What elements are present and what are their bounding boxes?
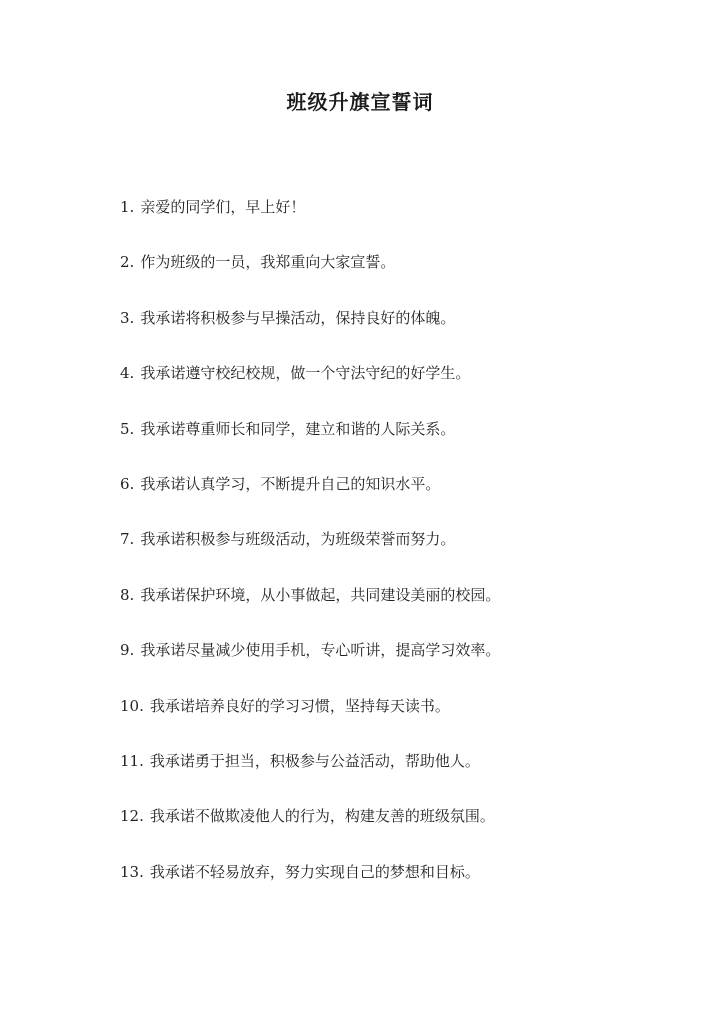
pledge-item bbox=[120, 528, 680, 583]
pledge-number: 13. bbox=[120, 862, 144, 881]
pledge-text: 作为班级的一员，我郑重向大家宣誓。 bbox=[140, 253, 396, 272]
pledge-text: 我承诺保护环境，从小事做起，共同建设美丽的校园。 bbox=[140, 585, 501, 604]
document-title: 班级升旗宣誓词 bbox=[286, 90, 434, 114]
pledge-text: 我承诺遵守校纪校规，做一个守法守纪的好学生。 bbox=[140, 364, 471, 383]
pledge-item bbox=[120, 418, 680, 473]
pledge-number: 11. bbox=[120, 751, 144, 770]
pledge-item bbox=[120, 362, 680, 417]
pledge-text: 我承诺培养良好的学习习惯，坚持每天读书。 bbox=[149, 696, 450, 715]
pledge-item bbox=[120, 196, 680, 251]
pledge-item bbox=[120, 750, 680, 805]
pledge-number: 6. bbox=[120, 474, 135, 493]
pledge-number: 4. bbox=[120, 364, 135, 383]
pledge-text: 我承诺将积极参与早操活动，保持良好的体魄。 bbox=[140, 308, 456, 327]
pledge-text: 我承诺尽量减少使用手机，专心听讲，提高学习效率。 bbox=[140, 641, 501, 660]
pledge-text: 我承诺积极参与班级活动，为班级荣誉而努力。 bbox=[140, 530, 456, 549]
pledge-number: 12. bbox=[120, 807, 144, 826]
pledge-item bbox=[120, 805, 680, 860]
pledge-item bbox=[120, 473, 680, 528]
pledge-item bbox=[120, 695, 680, 750]
pledge-text: 我承诺认真学习，不断提升自己的知识水平。 bbox=[140, 474, 441, 493]
pledge-number: 5. bbox=[120, 419, 135, 438]
pledge-item bbox=[120, 251, 680, 306]
pledge-number: 9. bbox=[120, 641, 135, 660]
pledge-text: 我承诺尊重师长和同学，建立和谐的人际关系。 bbox=[140, 419, 456, 438]
pledge-item bbox=[120, 307, 680, 362]
pledge-number: 3. bbox=[120, 308, 135, 327]
pledge-item bbox=[120, 639, 680, 694]
pledge-item bbox=[120, 584, 680, 639]
pledge-text: 我承诺勇于担当，积极参与公益活动，帮助他人。 bbox=[149, 751, 480, 770]
pledge-number: 2. bbox=[120, 253, 135, 272]
pledge-text: 我承诺不做欺凌他人的行为，构建友善的班级氛围。 bbox=[149, 807, 495, 826]
pledge-number: 1. bbox=[120, 198, 135, 216]
pledge-text: 我承诺不轻易放弃，努力实现自己的梦想和目标。 bbox=[149, 862, 480, 881]
pledge-number: 10. bbox=[120, 696, 144, 715]
pledge-list bbox=[120, 196, 680, 916]
pledge-number: 7. bbox=[120, 530, 135, 549]
pledge-item bbox=[120, 861, 680, 916]
pledge-number: 8. bbox=[120, 585, 135, 604]
pledge-text: 亲爱的同学们，早上好！ bbox=[140, 198, 306, 216]
